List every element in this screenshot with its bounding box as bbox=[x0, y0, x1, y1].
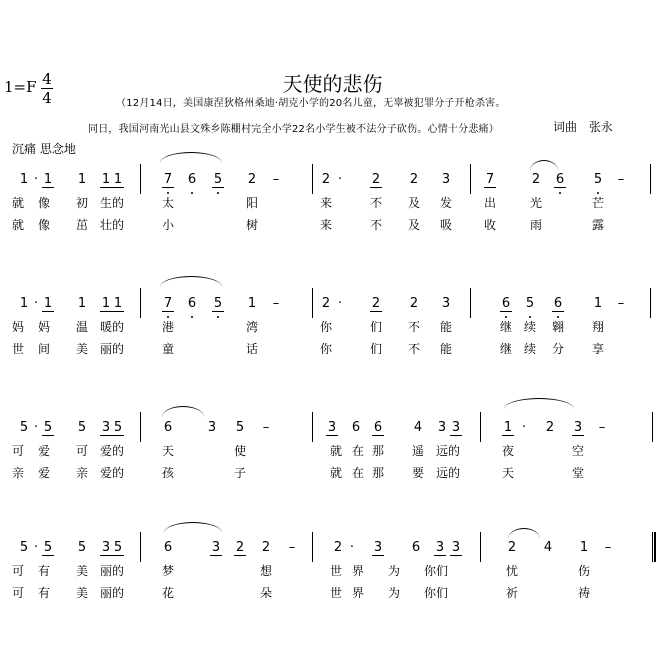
note: 3 bbox=[101, 540, 111, 555]
lyric-verse-2: 享 bbox=[592, 342, 605, 356]
lyric-verse-1: 及 bbox=[408, 196, 421, 210]
note: 6 bbox=[555, 172, 565, 187]
lyric-verse-2: 孩 bbox=[162, 466, 175, 480]
note: 7 bbox=[163, 296, 173, 311]
lyric-verse-1: 空 bbox=[572, 444, 585, 458]
slur bbox=[504, 398, 574, 409]
barline bbox=[140, 532, 141, 562]
dedication-note-line-1: （12月14日，美国康涅狄格州桑迪·胡克小学的20名儿童，无辜被犯罪分子开枪杀害。 bbox=[116, 98, 506, 109]
dash-extension: – bbox=[288, 540, 296, 555]
barline bbox=[470, 288, 471, 318]
lyric-verse-1: 继 bbox=[500, 320, 513, 334]
lyric-verse-1: 翔 bbox=[592, 320, 605, 334]
note: 3 bbox=[373, 540, 383, 555]
barline bbox=[312, 412, 313, 442]
lyric-verse-1: 你 bbox=[320, 320, 333, 334]
lyric-verse-2: 童 bbox=[162, 342, 175, 356]
lyric-verse-1: 使 bbox=[234, 444, 247, 458]
lyric-verse-2: 亲 bbox=[12, 466, 25, 480]
slur bbox=[530, 160, 558, 171]
note: 1 bbox=[113, 172, 123, 187]
lyric-verse-1: 阳 bbox=[246, 196, 259, 210]
lyric-verse-2: 就 bbox=[12, 218, 25, 232]
lyric-verse-1: 不 bbox=[370, 196, 383, 210]
note: 2 bbox=[247, 172, 257, 187]
note: 2 bbox=[545, 420, 555, 435]
note: 6 bbox=[351, 420, 361, 435]
lyric-verse-2: 就 bbox=[330, 466, 343, 480]
lyric-verse-2: 有 bbox=[38, 586, 51, 600]
note: 2 bbox=[371, 296, 381, 311]
lyric-verse-1: 爱 bbox=[38, 444, 51, 458]
note: 1 bbox=[247, 296, 257, 311]
lyric-verse-1: 生的 bbox=[100, 196, 125, 210]
lyric-verse-2: 你 bbox=[320, 342, 333, 356]
note: 1 bbox=[503, 420, 513, 435]
slur bbox=[508, 528, 540, 539]
dash-extension: – bbox=[604, 540, 612, 555]
barline bbox=[650, 164, 651, 194]
tempo-marking: 沉痛 思念地 bbox=[12, 142, 76, 156]
lyric-verse-2: 继 bbox=[500, 342, 513, 356]
lyric-verse-1: 那 bbox=[372, 444, 385, 458]
note: 1 bbox=[43, 172, 53, 187]
note: 5 bbox=[43, 540, 53, 555]
lyric-verse-2: 界 bbox=[352, 586, 365, 600]
lyric-verse-2: 雨 bbox=[530, 218, 543, 232]
lyric-verse-1: 就 bbox=[330, 444, 343, 458]
note: 6 bbox=[373, 420, 383, 435]
lyric-verse-2: 祈 bbox=[506, 586, 519, 600]
lyric-verse-1: 能 bbox=[440, 320, 453, 334]
lyric-verse-1: 妈 bbox=[12, 320, 25, 334]
lyric-verse-1: 温 bbox=[76, 320, 89, 334]
dot-augmentation: · bbox=[33, 420, 39, 435]
lyric-verse-1: 在 bbox=[352, 444, 365, 458]
lyric-verse-2: 壮的 bbox=[100, 218, 125, 232]
dash-extension: – bbox=[617, 296, 625, 311]
lyric-verse-2: 丽的 bbox=[100, 586, 125, 600]
slur bbox=[160, 276, 222, 287]
note: 5 bbox=[213, 172, 223, 187]
lyric-verse-1: 初 bbox=[76, 196, 89, 210]
barline bbox=[312, 288, 313, 318]
lyric-verse-1: 夜 bbox=[502, 444, 515, 458]
lyric-verse-2: 们 bbox=[370, 342, 383, 356]
note: 6 bbox=[187, 296, 197, 311]
note: 1 bbox=[113, 296, 123, 311]
lyric-verse-2: 丽的 bbox=[100, 342, 125, 356]
note: 4 bbox=[543, 540, 553, 555]
note: 6 bbox=[187, 172, 197, 187]
barline bbox=[650, 288, 651, 318]
lyric-verse-2: 亲 bbox=[76, 466, 89, 480]
note: 7 bbox=[163, 172, 173, 187]
lyric-verse-2: 在 bbox=[352, 466, 365, 480]
dash-extension: – bbox=[617, 172, 625, 187]
barline bbox=[480, 532, 481, 562]
lyric-verse-2: 间 bbox=[38, 342, 51, 356]
lyric-verse-1: 像 bbox=[38, 196, 51, 210]
barline bbox=[480, 412, 481, 442]
lyric-verse-2: 及 bbox=[408, 218, 421, 232]
lyric-verse-1: 界 bbox=[352, 564, 365, 578]
note: 3 bbox=[441, 172, 451, 187]
lyric-verse-2: 世 bbox=[330, 586, 343, 600]
note: 2 bbox=[371, 172, 381, 187]
dot-augmentation: · bbox=[33, 540, 39, 555]
note: 5 bbox=[43, 420, 53, 435]
note: 3 bbox=[573, 420, 583, 435]
note: 1 bbox=[19, 296, 29, 311]
lyric-verse-2: 美 bbox=[76, 342, 89, 356]
lyric-verse-1: 可 bbox=[12, 564, 25, 578]
lyric-verse-1: 爱的 bbox=[100, 444, 125, 458]
lyric-verse-2: 远的 bbox=[436, 466, 461, 480]
lyric-verse-2: 子 bbox=[234, 466, 247, 480]
note: 3 bbox=[207, 420, 217, 435]
note: 1 bbox=[101, 296, 111, 311]
lyric-verse-1: 翱 bbox=[552, 320, 565, 334]
barline bbox=[140, 164, 141, 194]
note: 5 bbox=[77, 420, 87, 435]
lyric-verse-2: 祷 bbox=[578, 586, 591, 600]
lyric-verse-2: 那 bbox=[372, 466, 385, 480]
slur bbox=[164, 522, 222, 533]
note: 5 bbox=[19, 420, 29, 435]
note: 6 bbox=[163, 420, 173, 435]
composer-credit: 词曲 张永 bbox=[553, 120, 613, 134]
lyric-verse-1: 续 bbox=[524, 320, 537, 334]
note: 3 bbox=[441, 296, 451, 311]
dot-augmentation: · bbox=[349, 540, 355, 555]
lyric-verse-2: 收 bbox=[484, 218, 497, 232]
note: 5 bbox=[113, 420, 123, 435]
lyric-verse-1: 伤 bbox=[578, 564, 591, 578]
note: 6 bbox=[501, 296, 511, 311]
lyric-verse-1: 芒 bbox=[592, 196, 605, 210]
note: 3 bbox=[327, 420, 337, 435]
barline bbox=[140, 412, 141, 442]
lyric-verse-2: 爱 bbox=[38, 466, 51, 480]
time-signature-top: 4 bbox=[42, 70, 52, 88]
note: 5 bbox=[113, 540, 123, 555]
slur bbox=[160, 152, 222, 163]
note: 1 bbox=[19, 172, 29, 187]
barline bbox=[140, 288, 141, 318]
lyric-verse-2: 美 bbox=[76, 586, 89, 600]
dot-augmentation: · bbox=[337, 172, 343, 187]
note: 6 bbox=[553, 296, 563, 311]
lyric-verse-1: 天 bbox=[162, 444, 175, 458]
note: 1 bbox=[77, 172, 87, 187]
note: 3 bbox=[451, 540, 461, 555]
lyric-verse-2: 树 bbox=[246, 218, 259, 232]
note: 5 bbox=[19, 540, 29, 555]
note: 2 bbox=[409, 296, 419, 311]
barline bbox=[312, 164, 313, 194]
lyric-verse-1: 可 bbox=[76, 444, 89, 458]
note: 2 bbox=[409, 172, 419, 187]
note: 5 bbox=[525, 296, 535, 311]
lyric-verse-1: 丽的 bbox=[100, 564, 125, 578]
barline bbox=[470, 164, 471, 194]
dot-augmentation: · bbox=[33, 296, 39, 311]
lyric-verse-1: 来 bbox=[320, 196, 333, 210]
lyric-verse-2: 为 bbox=[388, 586, 401, 600]
note: 5 bbox=[235, 420, 245, 435]
dash-extension: – bbox=[598, 420, 606, 435]
lyric-verse-2: 像 bbox=[38, 218, 51, 232]
lyric-verse-2: 堂 bbox=[572, 466, 585, 480]
note: 2 bbox=[333, 540, 343, 555]
note: 2 bbox=[321, 296, 331, 311]
note: 2 bbox=[531, 172, 541, 187]
dot-augmentation: · bbox=[521, 420, 527, 435]
lyric-verse-2: 来 bbox=[320, 218, 333, 232]
lyric-verse-1: 不 bbox=[408, 320, 421, 334]
note: 5 bbox=[77, 540, 87, 555]
lyric-verse-1: 梦 bbox=[162, 564, 175, 578]
barline bbox=[312, 532, 313, 562]
note: 2 bbox=[235, 540, 245, 555]
lyric-verse-1: 想 bbox=[260, 564, 273, 578]
dedication-note-line-2: 同日，我国河南光山县文殊乡陈棚村完全小学22名小学生被不法分子砍伤。心情十分悲痛） bbox=[88, 124, 499, 135]
lyric-verse-1: 忧 bbox=[506, 564, 519, 578]
lyric-verse-2: 不 bbox=[370, 218, 383, 232]
dash-extension: – bbox=[272, 296, 280, 311]
lyric-verse-1: 妈 bbox=[38, 320, 51, 334]
lyric-verse-1: 可 bbox=[12, 444, 25, 458]
lyric-verse-2: 小 bbox=[162, 218, 175, 232]
lyric-verse-2: 露 bbox=[592, 218, 605, 232]
lyric-verse-2: 话 bbox=[246, 342, 259, 356]
lyric-verse-1: 有 bbox=[38, 564, 51, 578]
dash-extension: – bbox=[262, 420, 270, 435]
lyric-verse-1: 太 bbox=[162, 196, 175, 210]
time-signature-bottom: 4 bbox=[42, 89, 52, 107]
lyric-verse-1: 你们 bbox=[424, 564, 449, 578]
lyric-verse-1: 美 bbox=[76, 564, 89, 578]
slur bbox=[162, 406, 204, 417]
note: 3 bbox=[211, 540, 221, 555]
lyric-verse-1: 为 bbox=[388, 564, 401, 578]
song-title: 天使的悲伤 bbox=[282, 72, 383, 96]
key-signature: 1=F bbox=[4, 78, 37, 96]
lyric-verse-1: 远的 bbox=[436, 444, 461, 458]
lyric-verse-2: 可 bbox=[12, 586, 25, 600]
lyric-verse-2: 能 bbox=[440, 342, 453, 356]
lyric-verse-2: 续 bbox=[524, 342, 537, 356]
lyric-verse-1: 遥 bbox=[412, 444, 425, 458]
note: 3 bbox=[437, 420, 447, 435]
dash-extension: – bbox=[272, 172, 280, 187]
note: 1 bbox=[101, 172, 111, 187]
barline bbox=[652, 412, 653, 442]
lyric-verse-2: 吸 bbox=[440, 218, 453, 232]
lyric-verse-1: 世 bbox=[330, 564, 343, 578]
note: 1 bbox=[579, 540, 589, 555]
lyric-verse-2: 你们 bbox=[424, 586, 449, 600]
dot-augmentation: · bbox=[33, 172, 39, 187]
note: 2 bbox=[321, 172, 331, 187]
note: 7 bbox=[485, 172, 495, 187]
note: 5 bbox=[213, 296, 223, 311]
lyric-verse-1: 出 bbox=[484, 196, 497, 210]
lyric-verse-1: 湾 bbox=[246, 320, 259, 334]
note: 2 bbox=[507, 540, 517, 555]
lyric-verse-1: 就 bbox=[12, 196, 25, 210]
note: 2 bbox=[261, 540, 271, 555]
lyric-verse-1: 港 bbox=[162, 320, 175, 334]
note: 6 bbox=[411, 540, 421, 555]
note: 3 bbox=[101, 420, 111, 435]
lyric-verse-1: 们 bbox=[370, 320, 383, 334]
note: 5 bbox=[593, 172, 603, 187]
lyric-verse-1: 暖的 bbox=[100, 320, 125, 334]
note: 1 bbox=[77, 296, 87, 311]
lyric-verse-2: 茁 bbox=[76, 218, 89, 232]
lyric-verse-2: 世 bbox=[12, 342, 25, 356]
lyric-verse-2: 分 bbox=[552, 342, 565, 356]
note: 1 bbox=[43, 296, 53, 311]
lyric-verse-2: 爱的 bbox=[100, 466, 125, 480]
note: 3 bbox=[435, 540, 445, 555]
lyric-verse-2: 天 bbox=[502, 466, 515, 480]
lyric-verse-2: 花 bbox=[162, 586, 175, 600]
barline bbox=[652, 532, 656, 562]
note: 1 bbox=[593, 296, 603, 311]
lyric-verse-2: 朵 bbox=[260, 586, 273, 600]
lyric-verse-2: 不 bbox=[408, 342, 421, 356]
note: 4 bbox=[413, 420, 423, 435]
dot-augmentation: · bbox=[337, 296, 343, 311]
lyric-verse-1: 光 bbox=[530, 196, 543, 210]
lyric-verse-1: 发 bbox=[440, 196, 453, 210]
lyric-verse-2: 要 bbox=[412, 466, 425, 480]
note: 3 bbox=[451, 420, 461, 435]
note: 6 bbox=[163, 540, 173, 555]
